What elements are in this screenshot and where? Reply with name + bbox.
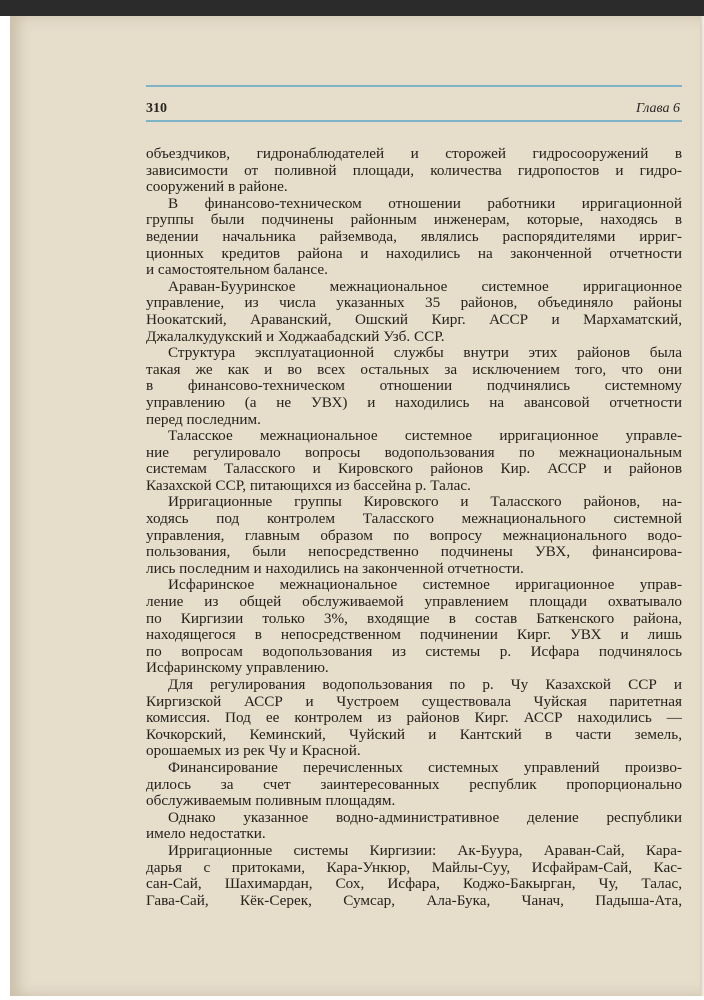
- paragraph: [146, 577, 682, 677]
- text-line: орошаемых из рек Чу и Красной.: [146, 743, 361, 760]
- text-line: ние регулировало вопросы водопользования по межнациональным: [146, 444, 682, 461]
- text-line: системам Таласского и Кировского районов Кир. АССР и районов: [146, 461, 682, 478]
- paragraph: [146, 810, 682, 843]
- text-line: Джалалкудукский и Ходжаабадский Узб. ССР.: [146, 328, 445, 345]
- text-line: по вопросам водопользования из системы р. Исфара подчинялось: [146, 643, 682, 660]
- text-line: группы были подчинены районным инженерам, которые, находясь в: [146, 212, 682, 229]
- paragraph: [146, 146, 682, 196]
- header-rule-top: [146, 85, 682, 87]
- text-line: управлению (а не УВХ) и находились на авансовой отчетности: [146, 394, 682, 411]
- text-line: пользования, были непосредственно подчинены УВХ, финансирова-: [146, 544, 682, 561]
- text-line: управление, из числа указанных 35 районов, объединяло районы: [146, 295, 682, 312]
- text-line: и самостоятельном балансе.: [146, 262, 328, 279]
- text-line: комиссия. Под ее контролем из районов Кирг. АССР находились —: [146, 710, 682, 727]
- text-line: Финансирование перечисленных системных управлений произво-: [168, 759, 682, 776]
- text-line: ление из общей обслуживаемой управлением площади охватывало: [146, 594, 682, 611]
- body-text: [146, 146, 682, 909]
- text-line: ходясь под контролем Таласского межнационального системной: [146, 511, 682, 528]
- text-line: управления, главным образом по вопросу межнационального водо-: [146, 527, 682, 544]
- scanner-shadow-top: [0, 0, 704, 16]
- text-line: имело недостатки.: [146, 826, 266, 843]
- text-line: Однако указанное водно-административное деление республики: [168, 809, 682, 826]
- paragraph: [146, 843, 682, 909]
- text-line: сан-Сай, Шахимардан, Сох, Исфара, Коджо-Бакырган, Чу, Талас,: [146, 876, 682, 893]
- text-line: зависимости от поливной площади, количества гидропостов и гидро-: [146, 162, 682, 179]
- text-line: такая же как и во всех остальных за исключением того, что они: [146, 361, 682, 378]
- text-line: Для регулирования водопользования по р. Чу Казахской ССР и: [168, 677, 682, 693]
- page-edge: [700, 16, 704, 996]
- text-line: Структура эксплуатационной службы внутри этих районов была: [168, 345, 682, 362]
- paragraph: [146, 279, 682, 345]
- text-line: ведении начальника райземвода, являлись распорядителями ирриг-: [146, 228, 682, 245]
- text-line: Кочкорский, Кеминский, Чуйский и Кантский в части земель,: [146, 726, 682, 743]
- header-rule-bottom: [146, 120, 682, 122]
- text-line: в финансово-техническом отношении подчинялись системному: [146, 378, 682, 395]
- paragraph: [146, 760, 682, 810]
- text-line: Киргизской АССР и Чустроем существовала Чуйская паритетная: [146, 693, 682, 710]
- text-line: находящегося в непосредственном подчинении Кирг. УВХ и лишь: [146, 627, 682, 644]
- text-line: Казахской ССР, питающихся из бассейна р. Талас.: [146, 477, 471, 494]
- paragraph: [146, 196, 682, 279]
- text-line: Ирригационные системы Киргизии: Ак-Буура, Араван-Сай, Кара-: [168, 842, 682, 859]
- text-line: Таласское межнациональное системное ирригационное управле-: [168, 428, 682, 445]
- paragraph: [146, 677, 682, 760]
- text-line: дарья с притоками, Кара-Ункюр, Майлы-Суу, Исфайрам-Сай, Кас-: [146, 859, 682, 876]
- running-head-chapter: Глава 6: [636, 101, 680, 116]
- text-line: объездчиков, гидронаблюдателей и сторожей гидросооружений в: [146, 146, 682, 162]
- text-line: лись последним и находились на законченной отчетности.: [146, 560, 524, 577]
- paragraph: [146, 345, 682, 428]
- text-line: дилось за счет заинтересованных республик пропорционально: [146, 776, 682, 793]
- page-number: 310: [146, 101, 167, 116]
- text-line: Гава-Сай, Кёк-Серек, Сумсар, Ала-Бука, Чанач, Падыша-Ата,: [146, 892, 682, 909]
- text-line: Исфаринское межнациональное системное ирригационное управ-: [168, 577, 682, 594]
- text-line: по Киргизии только 3%, входящие в состав Баткенского района,: [146, 610, 682, 627]
- text-line: Ирригационные группы Кировского и Таласского районов, на-: [168, 494, 682, 511]
- paragraph: [146, 494, 682, 577]
- text-line: В финансово-техническом отношении работники ирригационной: [168, 195, 682, 212]
- text-line: Ноокатский, Араванский, Ошский Кирг. АССР и Мархаматский,: [146, 311, 682, 328]
- text-line: Араван-Бууринское межнациональное системное ирригационное: [168, 278, 682, 295]
- text-line: Исфаринскому управлению.: [146, 660, 329, 677]
- text-line: обслуживаемым поливным площадям.: [146, 793, 396, 810]
- text-line: перед последним.: [146, 411, 261, 428]
- text-line: сооружений в районе.: [146, 179, 288, 196]
- text-line: ционных кредитов района и находились на законченной отчетности: [146, 245, 682, 262]
- paragraph: [146, 428, 682, 494]
